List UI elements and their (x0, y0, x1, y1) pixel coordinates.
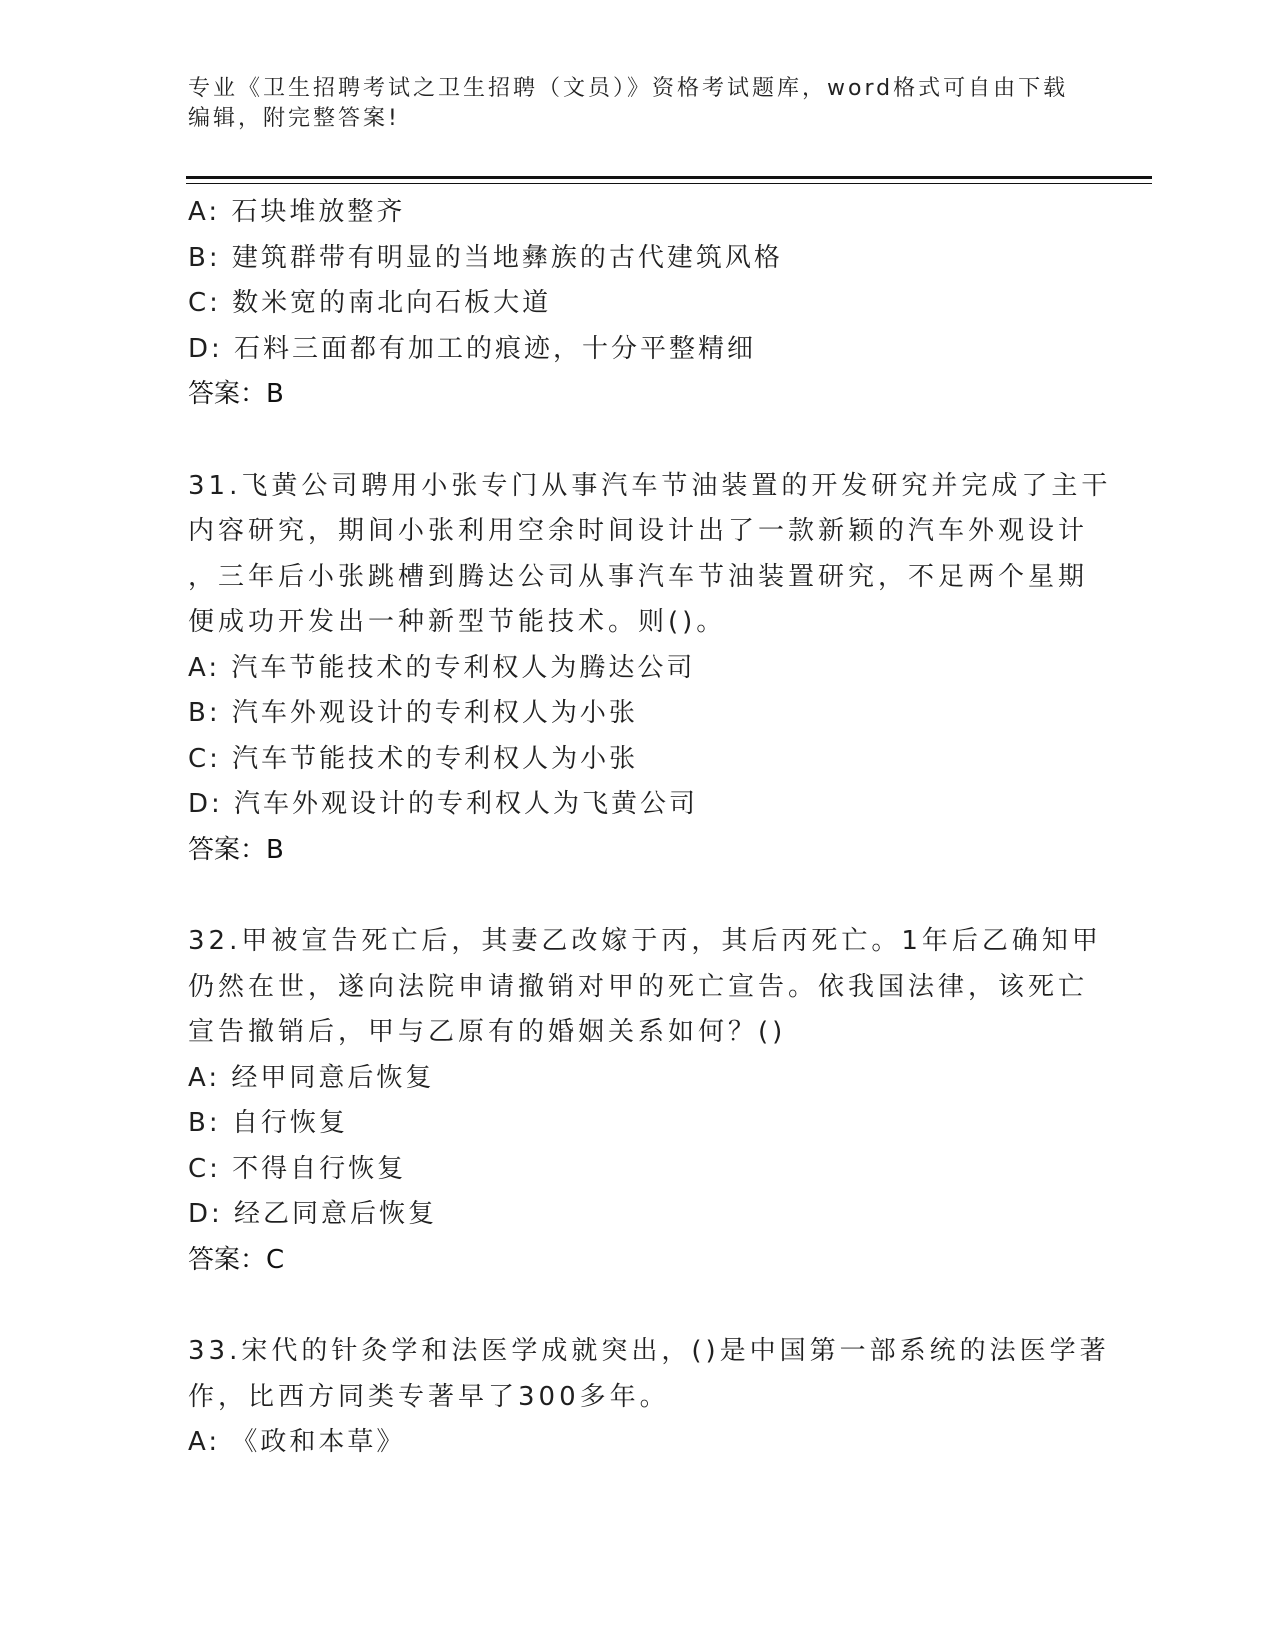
question-stem: 作，比西方同类专著早了300多年。 (188, 1381, 670, 1412)
question-31 (188, 464, 1112, 874)
question-stem: 内容研究，期间小张利用空余时间设计出了一款新颖的汽车外观设计 (188, 516, 1089, 546)
question-stem: 宣告撤销后，甲与乙原有的婚姻关系如何？() (188, 1017, 787, 1047)
question-33 (188, 1329, 1110, 1466)
document-header (188, 74, 1088, 134)
header-rule-thick (186, 176, 1152, 179)
option-b: B: 建筑群带有明显的当地彝族的古代建筑风格 (188, 242, 783, 273)
question-stem: 32.甲被宣告死亡后，其妻乙改嫁于丙，其后丙死亡。1年后乙确知甲 (188, 926, 1102, 956)
option-d: D: 经乙同意后恢复 (188, 1199, 438, 1229)
header-rule-thin (186, 183, 1152, 184)
question-stem: ，三年后小张跳槽到腾达公司从事汽车节油装置研究，不足两个星期 (188, 561, 1089, 592)
option-a: A: 《政和本草》 (188, 1427, 406, 1457)
option-c: C: 不得自行恢复 (188, 1153, 407, 1184)
question-list (188, 190, 1112, 1466)
question-30 (188, 190, 1088, 418)
answer: 答案：B (188, 379, 284, 409)
option-a: A: 汽车节能技术的专利权人为腾达公司 (188, 652, 696, 683)
option-d: D: 汽车外观设计的专利权人为飞黄公司 (188, 789, 699, 819)
spacer (188, 418, 1088, 464)
option-c: C: 汽车节能技术的专利权人为小张 (188, 743, 639, 774)
option-d: D: 石料三面都有加工的痕迹，十分平整精细 (188, 333, 757, 364)
option-c: C: 数米宽的南北向石板大道 (188, 288, 552, 318)
option-a: A: 石块堆放整齐 (188, 197, 406, 227)
spacer (188, 873, 1088, 919)
option-a: A: 经甲同意后恢复 (188, 1062, 435, 1093)
header-line-1: 专业《卫生招聘考试之卫生招聘（文员）》资格考试题库，word格式可自由下载 (188, 76, 1069, 101)
question-stem: 33.宋代的针灸学和法医学成就突出，()是中国第一部系统的法医学著 (188, 1336, 1110, 1366)
question-stem: 仍然在世，遂向法院申请撤销对甲的死亡宣告。依我国法律，该死亡 (188, 971, 1089, 1002)
question-32 (188, 919, 1102, 1283)
question-stem: 31.飞黄公司聘用小张专门从事汽车节油装置的开发研究并完成了主干 (188, 470, 1112, 501)
spacer (188, 1283, 1088, 1329)
option-b: B: 汽车外观设计的专利权人为小张 (188, 698, 638, 728)
question-stem: 便成功开发出一种新型节能技术。则()。 (188, 607, 727, 637)
option-b: B: 自行恢复 (188, 1108, 348, 1138)
header-line-2: 编辑，附完整答案! (188, 106, 400, 131)
answer: 答案：B (188, 834, 284, 865)
answer: 答案：C (188, 1244, 285, 1275)
